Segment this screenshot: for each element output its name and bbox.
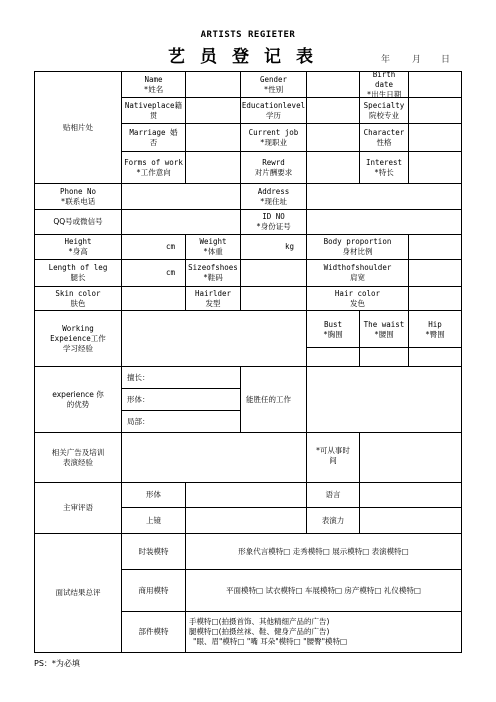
fashion-model-options[interactable]: 形象代言模特□ 走秀模特□ 展示模特□ 表演模特□: [185, 533, 462, 570]
result-label: 面试结果总评: [34, 533, 122, 653]
commercial-model-options[interactable]: 平面模特□ 试衣模特□ 车展模特□ 房产模特□ 礼仪模特□: [185, 569, 462, 612]
marriage-label: Marriage 婚 否: [121, 123, 186, 152]
title-en: ARTISTS REGIETER: [200, 30, 296, 40]
shoulder-field[interactable]: [408, 259, 462, 287]
date-month: 月: [412, 55, 422, 65]
waist-label: The waist *腰围: [359, 310, 409, 348]
available-time-field[interactable]: [359, 432, 462, 483]
marriage-field[interactable]: [185, 123, 241, 152]
interest-label: Interest *特长: [359, 151, 409, 184]
body-proportion-field[interactable]: [408, 234, 462, 260]
specialty-field[interactable]: [408, 97, 462, 124]
advantage-label: experience 你 的优势: [34, 366, 122, 433]
job-label: Current job *现职业: [240, 123, 307, 152]
language-field[interactable]: [359, 482, 462, 508]
gender-field[interactable]: [306, 71, 360, 98]
shape-label: 形体: [121, 482, 186, 508]
working-label: Working Expeience工作 学习经验: [34, 310, 122, 367]
waist-field[interactable]: [359, 347, 409, 367]
page-title: 艺员登记表: [168, 47, 328, 67]
shape-field[interactable]: [185, 482, 307, 508]
qq-label: QQ号或微信号: [34, 209, 122, 235]
commercial-model-label: 商用模特: [121, 569, 186, 612]
footnote: PS：*为必填: [34, 659, 80, 668]
education-label: Educationlevel 学历: [240, 97, 307, 124]
qq-field[interactable]: [121, 209, 241, 235]
native-label: Nativeplace籍 贯: [121, 97, 186, 124]
education-field[interactable]: [306, 97, 360, 124]
character-field[interactable]: [408, 123, 462, 152]
name-label: Name *姓名: [121, 71, 186, 98]
bust-label: Bust *胸围: [306, 310, 360, 348]
address-label: Address *现住址: [240, 183, 307, 210]
acting-label: 表演力: [306, 507, 360, 534]
forms-of-work-field[interactable]: [185, 151, 241, 184]
reward-field[interactable]: [306, 151, 360, 184]
height-label: Height *身高: [34, 234, 122, 260]
forms-of-work-label: Forms of work *工作意向: [121, 151, 186, 184]
gender-label: Gender *性别: [240, 71, 307, 98]
hair-color-field[interactable]: [408, 286, 462, 311]
interest-field[interactable]: [408, 151, 462, 184]
weight-label: Weight *体重: [185, 234, 241, 260]
camera-field[interactable]: [185, 507, 307, 534]
phone-field[interactable]: [121, 183, 241, 210]
parts-model-label: 部件模特: [121, 611, 186, 653]
height-field[interactable]: cm: [121, 234, 186, 260]
birth-field[interactable]: [408, 71, 462, 98]
id-label: ID NO *身份证号: [240, 209, 307, 235]
working-field[interactable]: [121, 310, 307, 367]
weight-field[interactable]: kg: [240, 234, 307, 260]
phone-label: Phone No *联系电话: [34, 183, 122, 210]
specialty-label: Specialty 院校专业: [359, 97, 409, 124]
birth-label: Birth date *出生日期: [359, 71, 409, 98]
name-field[interactable]: [185, 71, 241, 98]
shoes-field[interactable]: [240, 259, 307, 287]
job-field[interactable]: [306, 123, 360, 152]
hairstyle-label: Hairlder 发型: [185, 286, 241, 311]
hair-color-label: Hair color 发色: [306, 286, 409, 311]
ads-label: 相关广告及培训 表演经验: [34, 432, 122, 483]
address-field[interactable]: [306, 183, 462, 210]
shoes-label: Sizeofshoes *鞋码: [185, 259, 241, 287]
body-proportion-label: Body proportion 身材比例: [306, 234, 409, 260]
native-field[interactable]: [185, 97, 241, 124]
character-label: Character 性格: [359, 123, 409, 152]
review-label: 主审评语: [34, 482, 122, 534]
leg-label: Length of leg 腿长: [34, 259, 122, 287]
camera-label: 上镜: [121, 507, 186, 534]
hip-field[interactable]: [408, 347, 462, 367]
figure-field[interactable]: 形体：: [121, 388, 241, 411]
ads-field[interactable]: [121, 432, 307, 483]
acting-field[interactable]: [359, 507, 462, 534]
bust-field[interactable]: [306, 347, 360, 367]
hairstyle-field[interactable]: [240, 286, 307, 311]
good-at-field[interactable]: 擅长：: [121, 366, 241, 389]
skin-label: Skin color 肤色: [34, 286, 122, 311]
parts-model-options[interactable]: 手模特□(拍摄首饰、其他精细产品的广告) 腿模特□(拍摄丝袜、鞋、健身产品的广告) "眼、眉"模特□ "嘴 耳朵"模特□ "腰臀"模特□: [185, 611, 462, 653]
reward-label: Rewrd 对片酬要求: [240, 151, 307, 184]
competent-work-field[interactable]: [306, 366, 462, 433]
shoulder-label: Widthofshoulder 肩宽: [306, 259, 409, 287]
date-day: 日: [441, 55, 451, 65]
competent-work-label: 能胜任的工作: [240, 366, 307, 433]
fashion-model-label: 时装模特: [121, 533, 186, 570]
language-label: 语言: [306, 482, 360, 508]
date-year: 年: [381, 55, 391, 65]
partial-field[interactable]: 局部：: [121, 410, 241, 433]
id-field[interactable]: [306, 209, 462, 235]
skin-field[interactable]: [121, 286, 186, 311]
hip-label: Hip *臀围: [408, 310, 462, 348]
available-time-label: *可从事时 间: [306, 432, 360, 483]
photo-area[interactable]: 贴相片处: [34, 71, 122, 184]
leg-field[interactable]: cm: [121, 259, 186, 287]
